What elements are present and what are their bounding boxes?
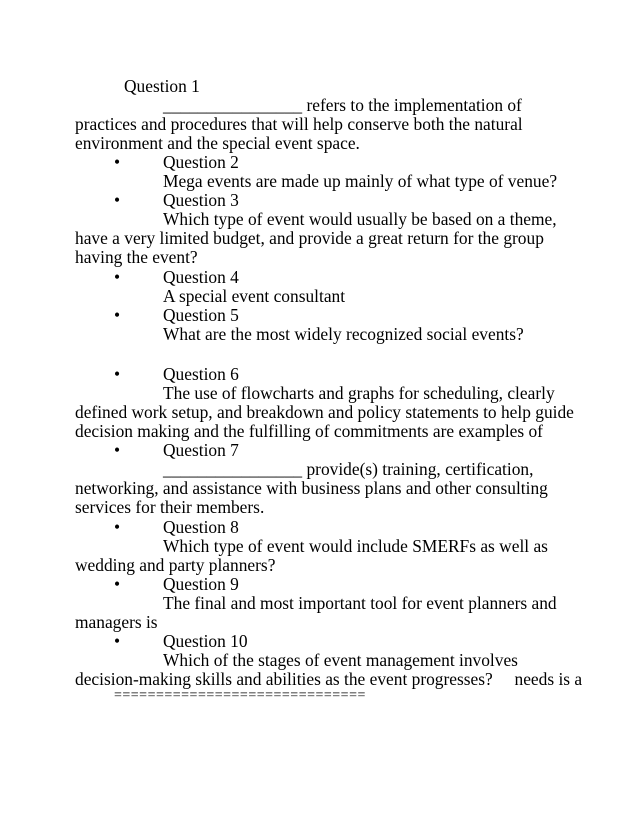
bullet-icon: •: [114, 152, 121, 172]
bullet-icon: •: [114, 440, 121, 460]
question-1-line-2: practices and procedures that will help conserve both the natural: [75, 114, 523, 134]
question-6-line-3: decision making and the fulfilling of commitments are examples of: [75, 421, 543, 441]
question-1-line-3: environment and the special event space.: [75, 133, 360, 153]
bullet-icon: •: [114, 517, 121, 537]
question-9-title: Question 9: [163, 574, 239, 594]
question-10-line-1: Which of the stages of event management involves: [163, 650, 518, 670]
question-7-line-1: ________________ provide(s) training, certification,: [163, 459, 534, 479]
question-5-title: Question 5: [163, 305, 239, 325]
question-7-title: Question 7: [163, 440, 239, 460]
question-2-line-1: Mega events are made up mainly of what type of venue?: [163, 171, 558, 191]
question-8-line-1: Which type of event would include SMERFs as well as: [163, 536, 548, 556]
question-6-title: Question 6: [163, 364, 239, 384]
question-6-line-2: defined work setup, and breakdown and policy statements to help guide: [75, 402, 574, 422]
bullet-icon: •: [114, 267, 121, 287]
question-1-line-1: ________________ refers to the implementation of: [163, 95, 522, 115]
bullet-icon: •: [114, 305, 121, 325]
question-8-title: Question 8: [163, 517, 239, 537]
question-7-line-3: services for their members.: [75, 497, 265, 517]
question-9-line-2: managers is: [75, 612, 158, 632]
question-5-line-1: What are the most widely recognized social events?: [163, 324, 524, 344]
question-1-title: Question 1: [124, 76, 200, 96]
bullet-icon: •: [114, 631, 121, 651]
bullet-icon: •: [114, 190, 121, 210]
question-2-title: Question 2: [163, 152, 239, 172]
question-3-line-3: having the event?: [75, 247, 198, 267]
question-7-line-2: networking, and assistance with business plans and other consulting: [75, 478, 548, 498]
question-3-line-2: have a very limited budget, and provide a great return for the group: [75, 228, 544, 248]
question-4-title: Question 4: [163, 267, 239, 287]
question-10-line-2: decision-making skills and abilities as the event progresses? needs is a: [75, 669, 583, 689]
question-6-line-1: The use of flowcharts and graphs for scheduling, clearly: [163, 383, 555, 403]
bullet-icon: •: [114, 364, 121, 384]
question-10-title: Question 10: [163, 631, 248, 651]
question-3-line-1: Which type of event would usually be based on a theme,: [163, 209, 557, 229]
question-3-title: Question 3: [163, 190, 239, 210]
question-9-line-1: The final and most important tool for event planners and: [163, 593, 557, 613]
question-4-line-1: A special event consultant: [163, 286, 346, 306]
question-8-line-2: wedding and party planners?: [75, 555, 276, 575]
bullet-icon: •: [114, 574, 121, 594]
separator-line: ==============================: [114, 688, 366, 703]
